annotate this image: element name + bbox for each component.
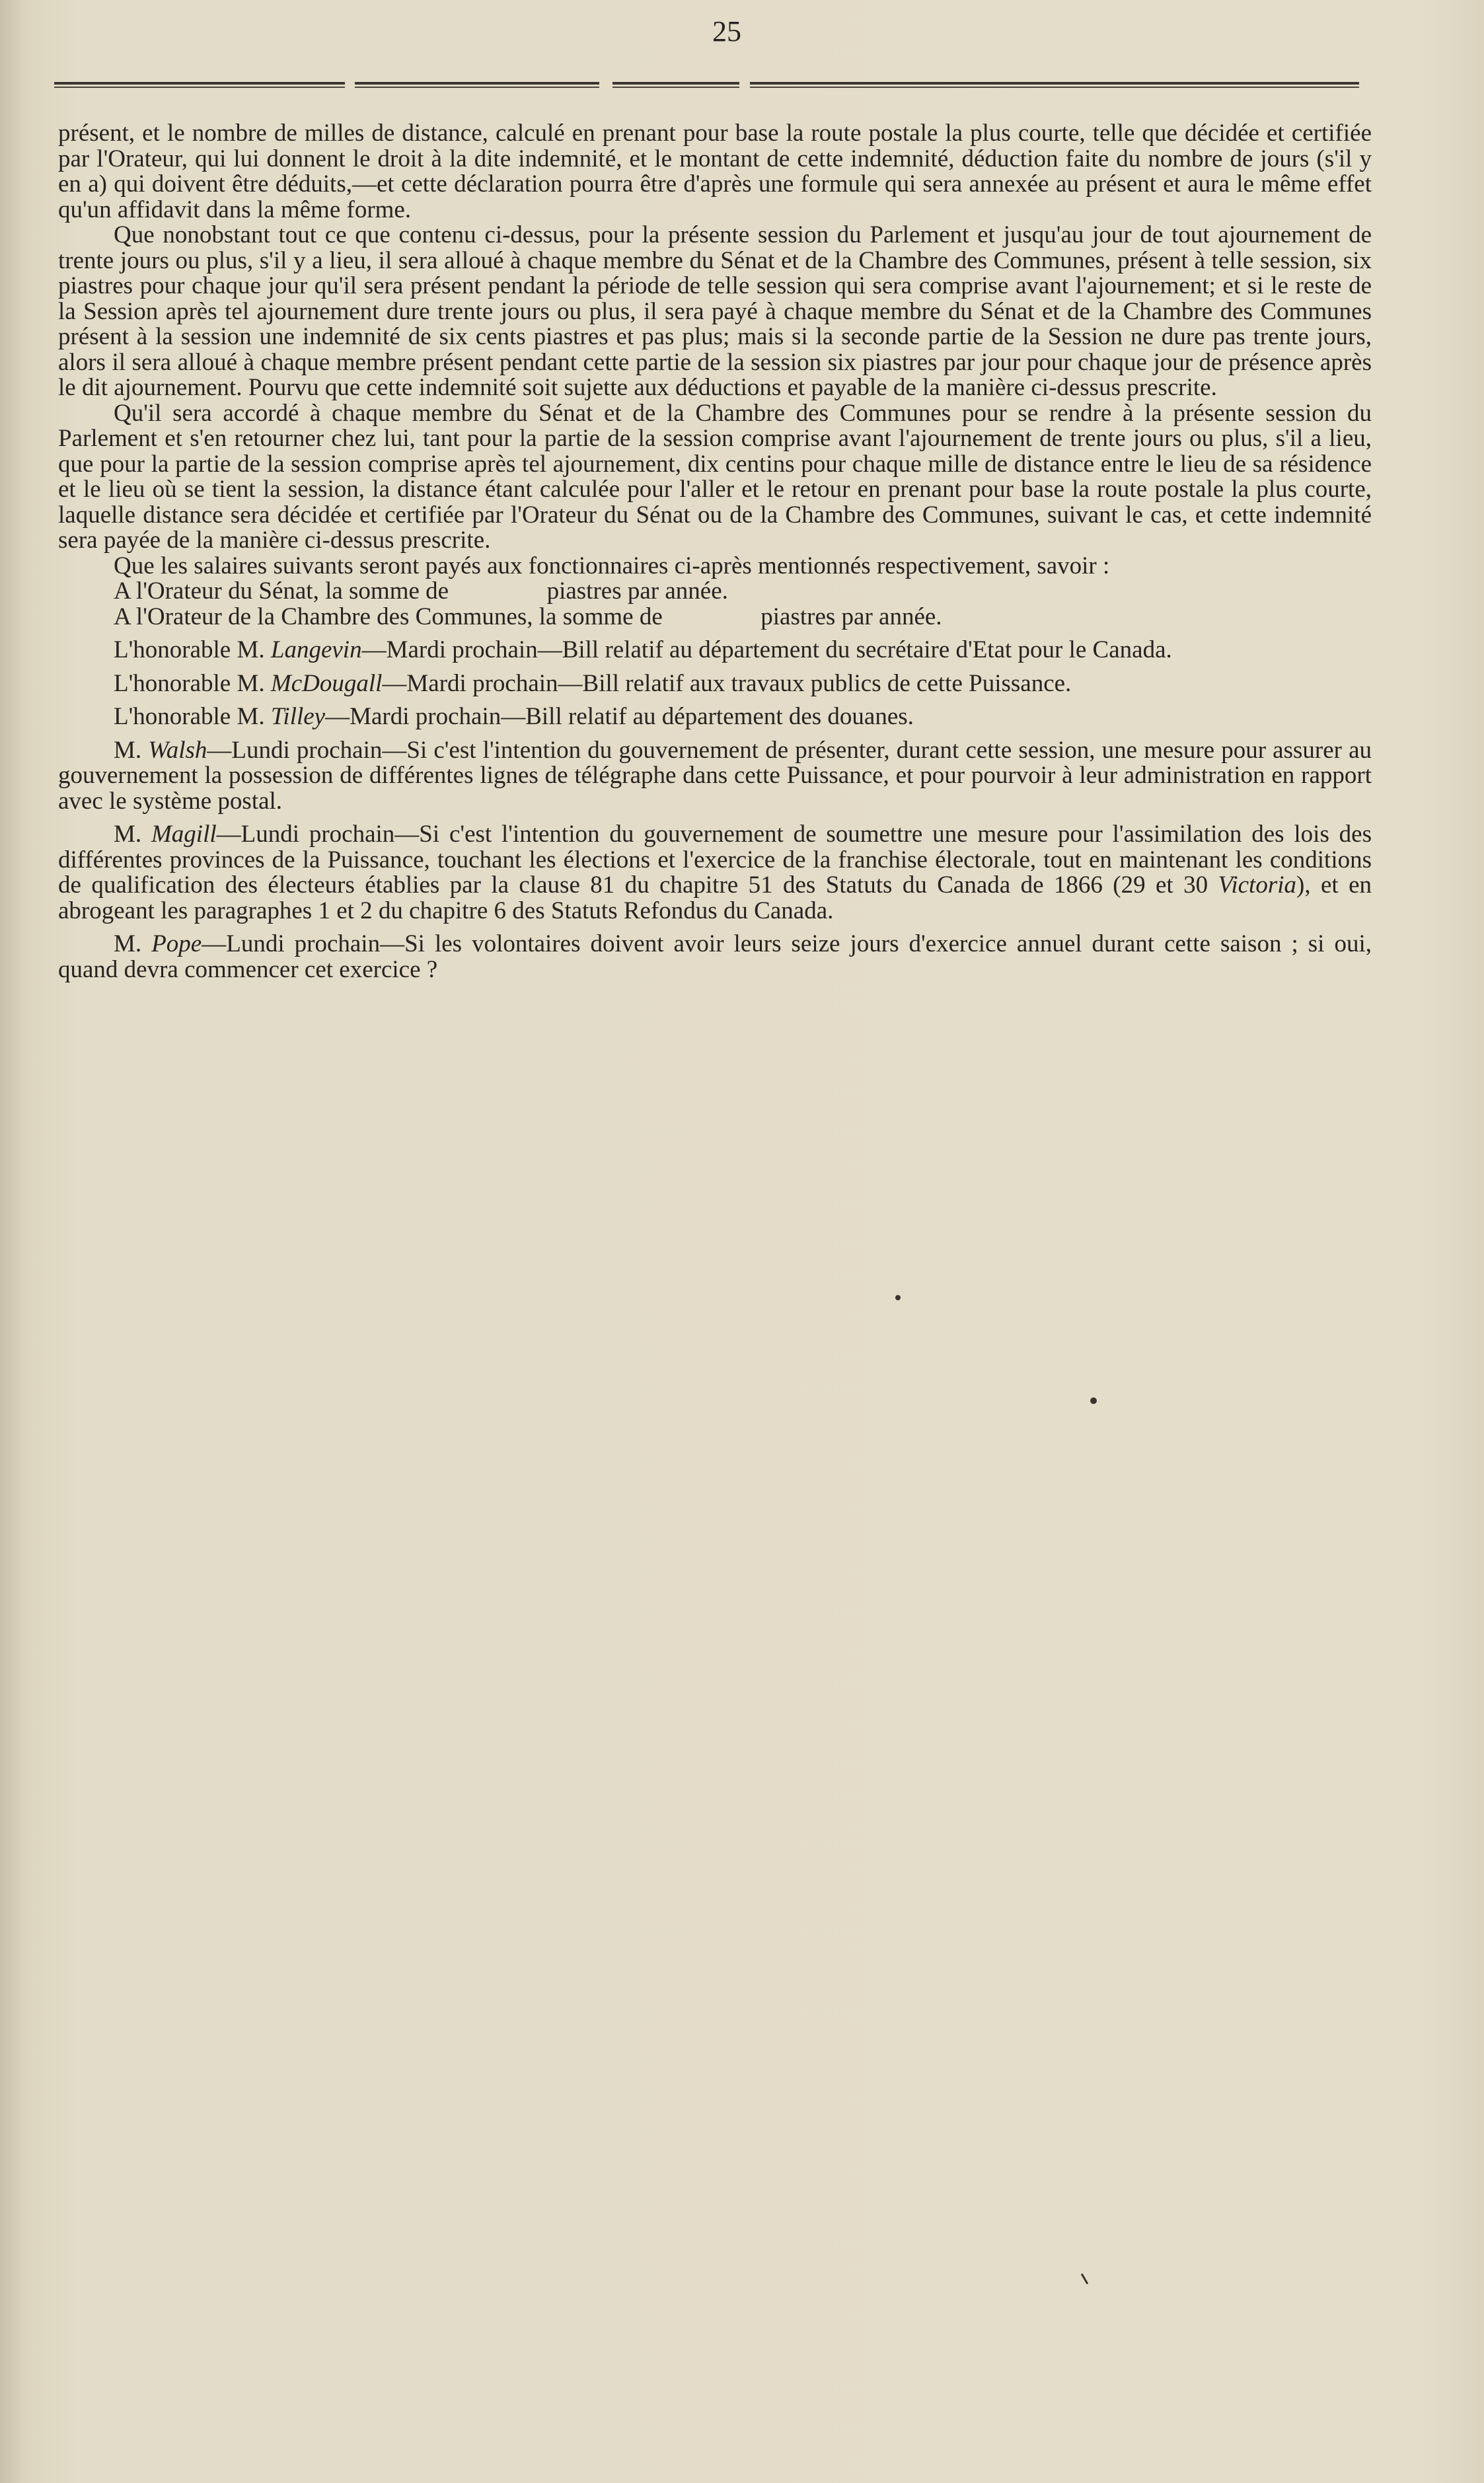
member-name: Tilley (270, 703, 326, 730)
notice-tilley: L'honorable M. Tilley—Mardi prochain—Bill relatif au département des douanes. (114, 703, 914, 730)
paragraph-session-allowance: Que nonobstant tout ce que contenu ci-dessus, pour la présente session du Parlement et jusqu'au jour de tout ajournement de trente jours ou plus, s'il y a lieu, il sera alloué à chaque membre du Sénat et de la Chambre des Communes, présent à telle session, six piastres pour chaque jour qu'il sera présent pendant la période de telle session qui sera comprise avant l'ajournement; et si le reste de la Session après tel ajournement dure trente jours ou plus, il sera payé à chaque membre du Sénat et de la Chambre des Communes présent à la session une indemnité de six cents piastres et pas plus; mais si la seconde partie de la Session ne dure pas trente jours, alors il sera alloué à chaque membre présent pendant cette partie de la session six piastres par jour pour chaque jour de présence après le dit ajournement. Pourvu que cette indemnité soit sujette aux déductions et payable de la manière ci-dessus prescrite. (58, 221, 1372, 401)
salary-label: A l'Orateur de la Chambre des Communes, la somme de (114, 603, 663, 630)
member-name: Pope (151, 930, 202, 957)
paragraph-salaries-intro: Que les salaires suivants seront payés aux fonctionnaires ci-après mentionnés respectivement, savoir : (114, 552, 1110, 579)
notice-mcdougall: L'honorable M. McDougall—Mardi prochain—Bill relatif aux travaux publics de cette Puissance. (114, 669, 1072, 697)
salary-suffix: piastres par année. (546, 577, 728, 605)
paper-speck (895, 1295, 901, 1300)
paragraph-travel-allowance: Qu'il sera accordé à chaque membre du Sénat et de la Chambre des Communes pour se rendre à la présente session du Parlement et s'en retourner chez lui, tant pour la partie de la session comprise avant l'ajournement de trente jours ou plus, s'il a lieu, que pour la partie de la session comprise après tel ajournement, dix centins pour chaque mille de distance entre le lieu de sa résidence et le lieu où se tient la session, la distance étant calculée pour l'aller et le retour en prenant pour base la route postale la plus courte, laquelle distance sera décidée et certifiée par l'Orateur du Sénat ou de la Chambre des Communes, suivant le cas, et cette indemnité sera payée de la manière ci-dessus prescrite. (58, 399, 1372, 554)
salary-suffix: piastres par année. (761, 603, 942, 630)
paper-speck (1090, 1397, 1097, 1404)
member-name: McDougall (270, 669, 383, 697)
paragraph-indemnity-declaration: présent, et le nombre de milles de distance, calculé en prenant pour base la route postale la plus courte, telle que décidée et certifiée par l'Orateur, qui lui donnent le droit à la dite indemnité, et le montant de cette indemnité, déduction faite du nombre de jours (s'il y en a) qui doivent être déduits,—et cette déclaration pourra être d'après une formule qui sera annexée au présent et aura le même effet qu'un affidavit dans la même forme. (58, 120, 1372, 223)
body-text (58, 121, 1372, 982)
notice-langevin: L'honorable M. Langevin—Mardi prochain—Bill relatif au département du secrétaire d'Etat pour le Canada. (114, 636, 1172, 663)
paper-speck (1081, 2273, 1089, 2284)
salary-line-senate-speaker (58, 579, 1372, 605)
notice-magill: M. Magill—Lundi prochain—Si c'est l'intention du gouvernement de soumettre une mesure pour l'assimilation des lois des différentes provinces de la Puissance, touchant les élections et l'exercice de la franchise électorale, tout en maintenant les conditions de qualification des électeurs établies par la clause 81 du chapitre 51 des Statuts du Canada de 1866 (29 et 30 Victoria), et en abrogeant les paragraphes 1 et 2 du chapitre 6 des Statuts Refondus du Canada. (58, 821, 1372, 924)
notice-walsh: M. Walsh—Lundi prochain—Si c'est l'intention du gouvernement de présenter, durant cette session, une mesure pour assurer au gouvernement la possession de différentes lignes de télégraphe dans cette Puissance, et pour pourvoir à leur administration en rapport avec le système postal. (58, 736, 1372, 815)
header-rule (54, 79, 1359, 89)
salary-line-commons-speaker (58, 605, 1372, 630)
salary-label: A l'Orateur du Sénat, la somme de (114, 577, 449, 605)
member-name: Walsh (148, 736, 207, 764)
page-number: 25 (712, 15, 741, 48)
member-name: Magill (151, 821, 217, 848)
member-name: Langevin (270, 636, 362, 663)
notice-pope: M. Pope—Lundi prochain—Si les volontaires doivent avoir leurs seize jours d'exercice annuel durant cette saison ; si oui, quand devra commencer cet exercice ? (58, 930, 1372, 983)
